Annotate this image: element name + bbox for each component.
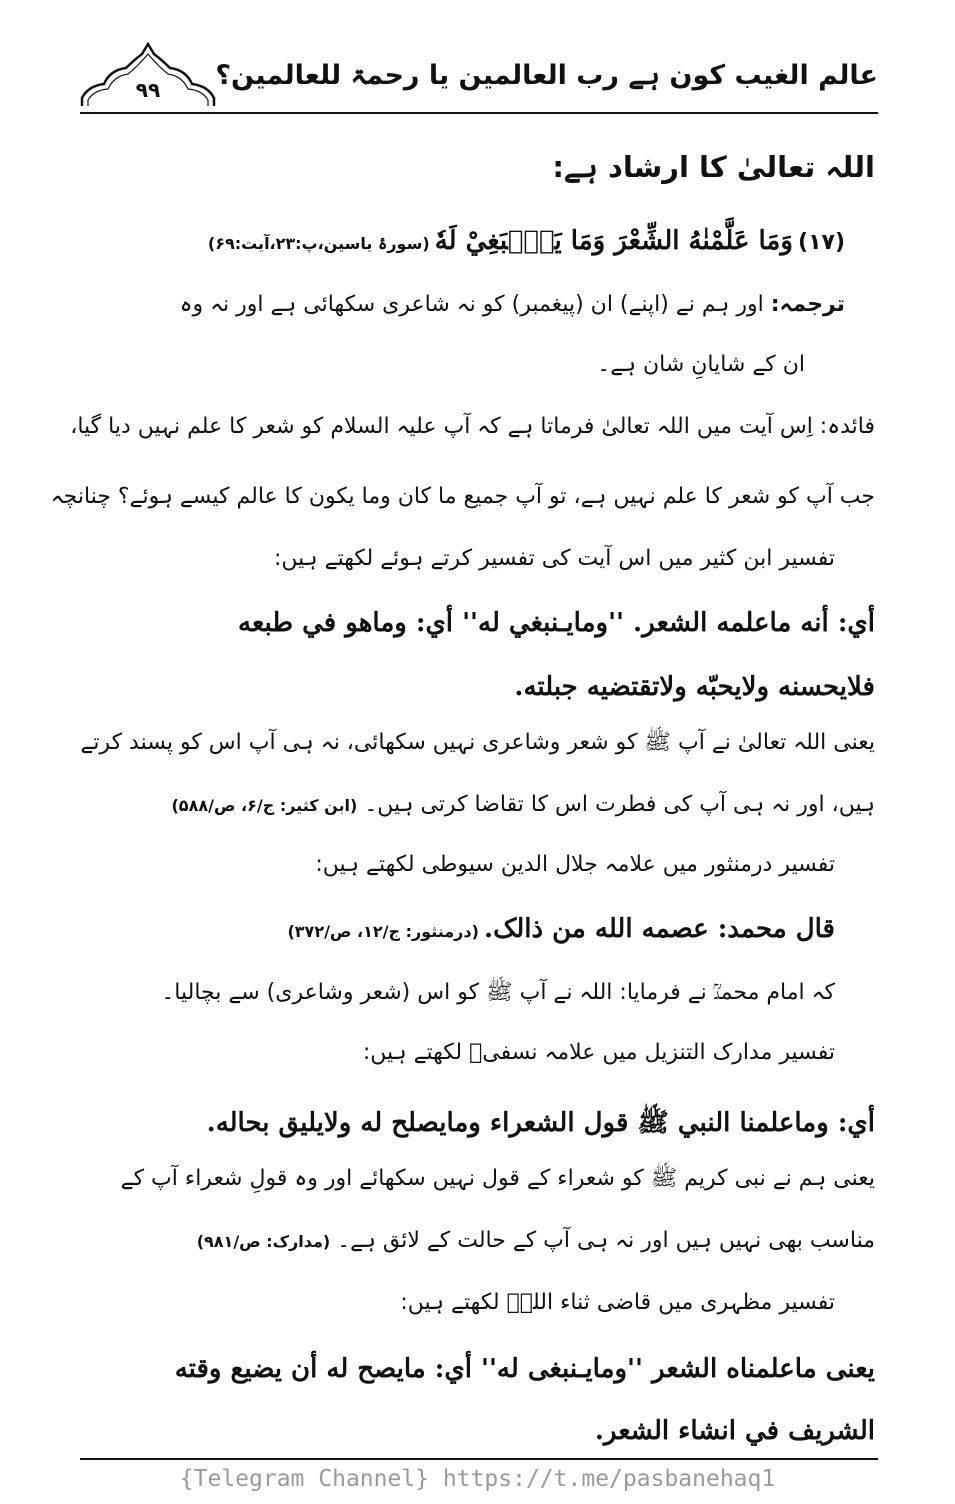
benefit-line-2: جب آپ کو شعر کا علم نہیں ہے، تو آپ جمیع ما کان وما یکون کا عالم کیسے ہوئے؟ چنانچہ <box>50 484 875 509</box>
ibn-kathir-urdu-2-text: ہیں، اور نہ ہی آپ کی فطرت اس کا تقاضا کرتی ہیں۔ <box>364 792 875 817</box>
translation-label: ترجمہ: <box>770 292 845 317</box>
durr-manthur-reference: (درمنثور: ج/۱۲، ص/۳۷۲) <box>287 922 479 941</box>
ibn-kathir-urdu-2 <box>171 792 875 817</box>
telegram-watermark: {Telegram Channel} https://t.me/pasbanehaq1 <box>179 1466 776 1492</box>
page-header <box>78 40 878 112</box>
verse-number: (۱۷) <box>798 230 845 255</box>
verse-arabic: وَمَا عَلَّمْنٰهُ الشِّعْرَ وَمَا يَنْۢبَغِيْ لَهٗ <box>434 226 793 256</box>
page-title: عالم الغیب کون ہے رب العالمین یا رحمۃ للعالمین؟ <box>215 60 878 91</box>
benefit-line-3: تفسیر ابن کثیر میں اس آیت کی تفسیر کرتے ہوئے لکھتے ہیں: <box>274 546 835 571</box>
madarik-reference: (مدارک: ص/۹۸۱) <box>196 1232 331 1251</box>
mazhari-arabic-1: يعنى ماعلمناه الشعر ''ومايـنبغى له'' أي: مايصح له أن يضيع وقته <box>174 1354 875 1384</box>
madarik-urdu-2 <box>197 1228 875 1253</box>
durr-manthur-arabic: قال محمد: عصمه الله من ذالک. <box>484 914 835 944</box>
verse-line <box>208 226 845 256</box>
page-number-badge <box>78 40 218 110</box>
footer-divider <box>80 1458 878 1460</box>
madarik-urdu-1: یعنی ہم نے نبی کریم ﷺ کو شعراء کے قول نہیں سکھائے اور وہ قولِ شعراء آپ کے <box>120 1166 875 1191</box>
durr-manthur-intro: تفسیر درمنثور میں علامہ جلال الدین سیوطی لکھتے ہیں: <box>315 852 835 877</box>
madarik-urdu-2-text: مناسب بھی نہیں ہیں اور نہ ہی آپ کے حالت کے لائق ہے۔ <box>337 1228 875 1253</box>
header-divider <box>80 112 878 114</box>
madarik-arabic: أي: وماعلمنا النبي ﷺ قول الشعراء ومايصلح له ولايليق بحاله. <box>206 1108 875 1138</box>
benefit-line-1: فائدہ: اِس آیت میں اللہ تعالیٰ فرماتا ہے کہ آپ علیہ السلام کو شعر کا علم نہیں دیا گیا، <box>70 414 875 439</box>
section-heading: اللہ تعالیٰ کا ارشاد ہے: <box>552 150 875 184</box>
ibn-kathir-arabic-2: فلايحسنه ولايحبّه ولاتقتضيه جبلته. <box>514 672 875 702</box>
ibn-kathir-reference: (ابن کثیر: ج/۶، ص/۵۸۸) <box>171 796 358 815</box>
madarik-intro: تفسیر مدارک التنزیل میں علامہ نسفیؒ لکھتے ہیں: <box>362 1040 835 1065</box>
mazhari-arabic-2: الشريف في انشاء الشعر. <box>594 1416 875 1446</box>
translation-line-2: ان کے شایانِ شان ہے۔ <box>597 352 805 377</box>
durr-manthur-urdu: کہ امام محمدؒ نے فرمایا: اللہ نے آپ ﷺ کو اس (شعر وشاعری) سے بچالیا۔ <box>161 980 835 1005</box>
mazhari-intro: تفسیر مظہری میں قاضی ثناء اللہؒ لکھتے ہیں: <box>400 1290 835 1315</box>
verse-reference: (سورۂ یاسین،پ:۲۳،آیت:۶۹) <box>207 234 430 253</box>
durr-manthur-line <box>287 914 835 944</box>
page-number: ۹۹ <box>135 78 161 102</box>
ibn-kathir-arabic-1: أي: أنه ماعلمه الشعر. ''ومايـنبغي له'' أي: وماهو في طبعه <box>238 608 875 638</box>
translation-line-1 <box>180 292 845 317</box>
translation-text-1: اور ہم نے (اپنے) ان (پیغمبر) کو نہ شاعری سکھائی ہے اور نہ وہ <box>179 292 764 317</box>
ibn-kathir-urdu-1: یعنی اللہ تعالیٰ نے آپ ﷺ کو شعر وشاعری نہیں سکھائی، نہ ہی آپ اس کو پسند کرتے <box>80 730 875 755</box>
